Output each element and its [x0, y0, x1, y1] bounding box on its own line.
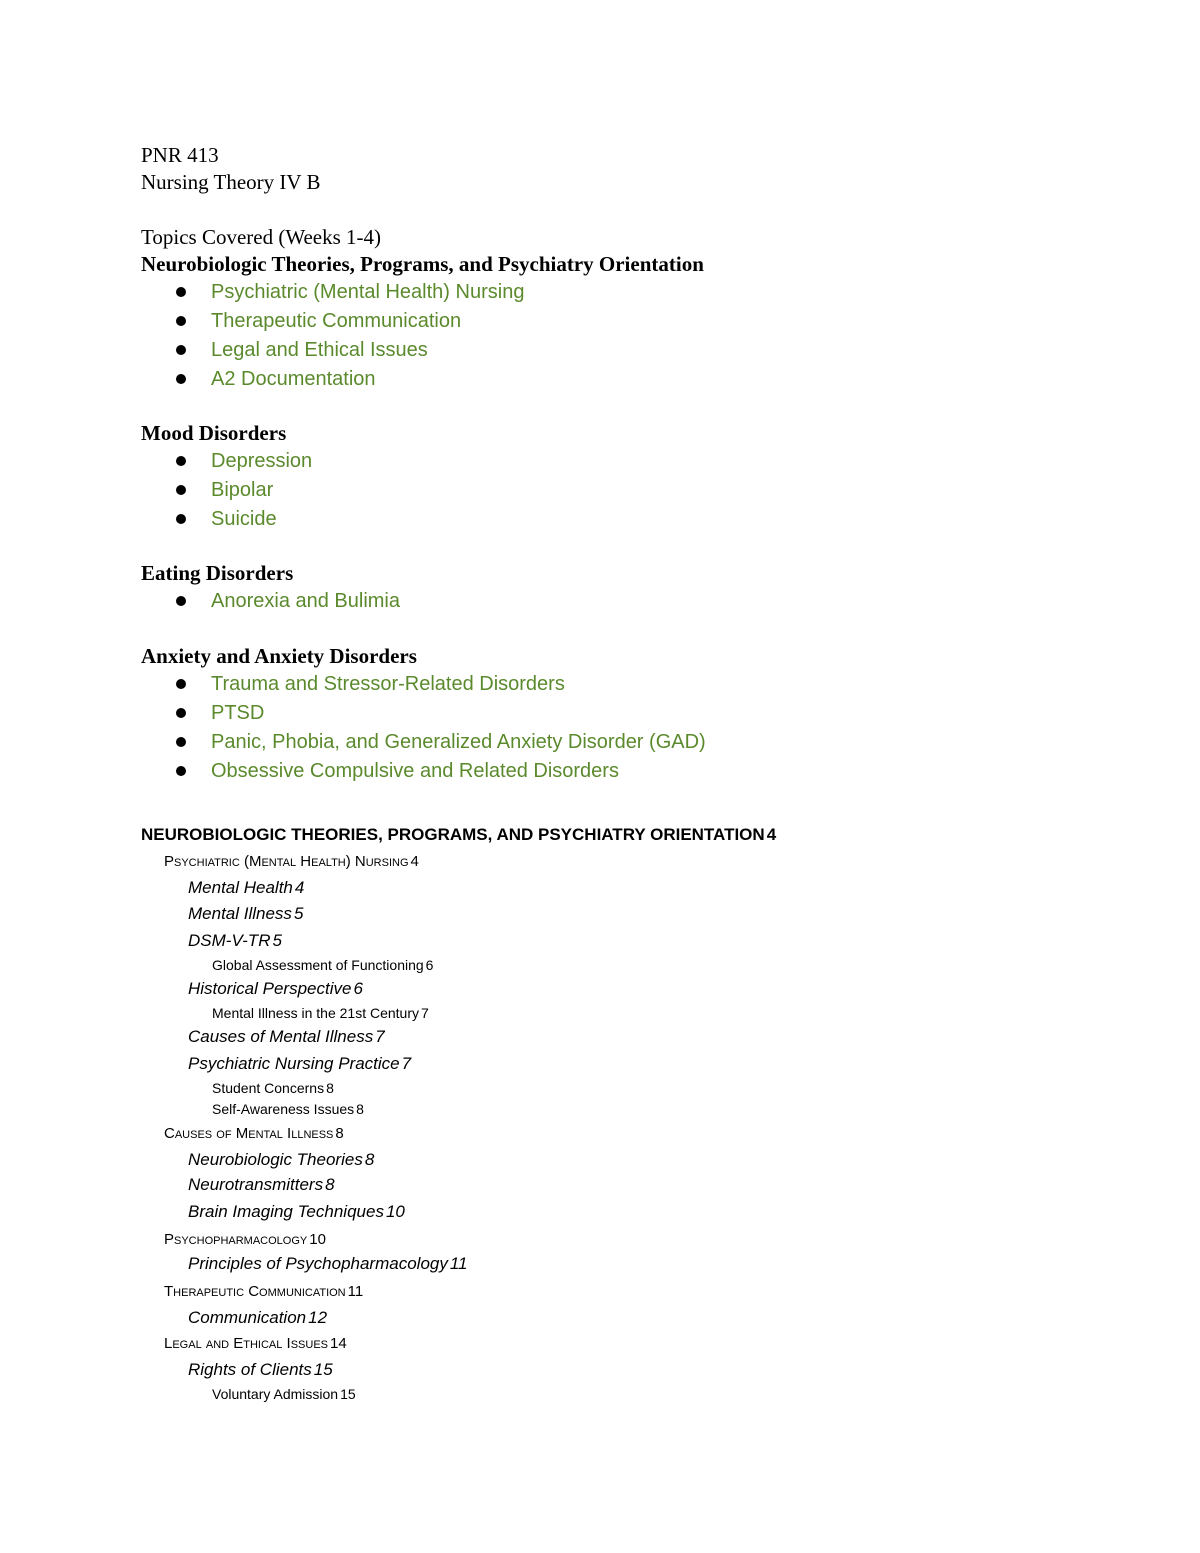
toc-label: Mental Illness in the 21st Century [212, 1005, 419, 1021]
bullet-icon [176, 316, 186, 326]
toc-page-number: 8 [364, 1150, 375, 1169]
toc-page-number: 12 [308, 1308, 328, 1327]
toc-label: Therapeutic Communication [164, 1283, 346, 1300]
document-header [141, 142, 320, 196]
topic-link[interactable]: Panic, Phobia, and Generalized Anxiety Disorder (GAD) [211, 731, 706, 753]
toc-label: Global Assessment of Functioning [212, 957, 424, 973]
toc-label: Psychiatric Nursing Practice [188, 1054, 400, 1073]
toc-label: NEUROBIOLOGIC THEORIES, PROGRAMS, AND PSYCHIATRY ORIENTATION [141, 825, 765, 844]
section-title: Mood Disorders [141, 421, 287, 445]
toc-page-number: 8 [356, 1101, 364, 1117]
bullet-icon [176, 374, 186, 384]
toc-page-number: 5 [272, 931, 282, 950]
toc-label: DSM-V-TR [188, 931, 271, 950]
toc-page-number: 6 [425, 957, 434, 973]
bullet-icon [176, 485, 186, 495]
toc-page-number: 10 [385, 1202, 405, 1221]
toc-page-number: 14 [330, 1335, 347, 1352]
toc-page-number: 5 [293, 904, 304, 923]
section-title: Anxiety and Anxiety Disorders [141, 644, 417, 668]
toc-page-number: 8 [326, 1080, 334, 1096]
toc-page-number: 10 [309, 1231, 326, 1248]
toc-page-number: 4 [410, 853, 419, 870]
toc-label: Causes of Mental Illness [188, 1027, 374, 1046]
bullet-icon [176, 708, 186, 718]
toc-label: Neurotransmitters [188, 1175, 324, 1194]
bullet-icon [176, 514, 186, 524]
toc-page-number: 15 [313, 1360, 333, 1379]
toc-page-number: 11 [347, 1283, 364, 1300]
topic-link[interactable]: Anorexia and Bulimia [211, 590, 400, 612]
toc-label: Causes of Mental Illness [164, 1125, 334, 1142]
toc-label: Psychiatric (Mental Health) Nursing [164, 853, 409, 870]
bullet-icon [176, 679, 186, 689]
toc-page-number: 8 [335, 1125, 344, 1142]
course-code: PNR 413 [141, 143, 219, 167]
course-name: Nursing Theory IV B [141, 170, 321, 194]
bullet-icon [176, 596, 186, 606]
toc-label: Voluntary Admission [212, 1386, 339, 1402]
bullet-icon [176, 737, 186, 747]
toc-label: Self-Awareness Issues [212, 1101, 355, 1117]
topic-link[interactable]: Depression [211, 450, 313, 472]
topic-link[interactable]: Therapeutic Communication [211, 310, 462, 332]
toc-page-number: 7 [401, 1054, 412, 1073]
toc-label: Mental Health [188, 878, 293, 897]
topic-link[interactable]: Trauma and Stressor-Related Disorders [211, 673, 565, 695]
toc-page-number: 4 [294, 878, 305, 897]
topic-link[interactable]: Obsessive Compulsive and Related Disorders [211, 760, 619, 782]
bullet-icon [176, 345, 186, 355]
toc-page-number: 15 [340, 1386, 356, 1402]
toc-page-number: 4 [766, 825, 777, 844]
topic-link[interactable]: Legal and Ethical Issues [211, 339, 428, 361]
toc-label: Neurobiologic Theories [188, 1150, 363, 1169]
bullet-icon [176, 287, 186, 297]
toc-label: Historical Perspective [188, 979, 352, 998]
section-title: Neurobiologic Theories, Programs, and Psychiatry Orientation [141, 252, 704, 276]
toc-label: Student Concerns [212, 1080, 325, 1096]
topic-link[interactable]: A2 Documentation [211, 368, 376, 390]
topic-link[interactable]: Bipolar [211, 479, 274, 501]
toc-label: Legal and Ethical Issues [164, 1335, 328, 1352]
toc-page-number: 6 [353, 979, 363, 998]
toc-page-number: 7 [421, 1005, 429, 1021]
toc-label: Mental Illness [188, 904, 292, 923]
topic-link[interactable]: PTSD [211, 702, 265, 724]
toc-label: Rights of Clients [188, 1360, 312, 1379]
toc-label: Communication [188, 1308, 307, 1327]
toc-label: Principles of Psychopharmacology [188, 1254, 448, 1273]
topics-covered-label: Topics Covered (Weeks 1-4) [141, 225, 382, 249]
topic-link[interactable]: Psychiatric (Mental Health) Nursing [211, 281, 525, 303]
toc-page-number: 11 [449, 1254, 468, 1273]
toc-page-number: 7 [375, 1027, 385, 1046]
toc-page-number: 8 [325, 1175, 335, 1194]
section-title: Eating Disorders [141, 561, 294, 585]
topic-link[interactable]: Suicide [211, 508, 277, 530]
bullet-icon [176, 456, 186, 466]
toc-label: Brain Imaging Techniques [188, 1202, 384, 1221]
toc-label: Psychopharmacology [164, 1231, 308, 1248]
bullet-icon [176, 766, 186, 776]
